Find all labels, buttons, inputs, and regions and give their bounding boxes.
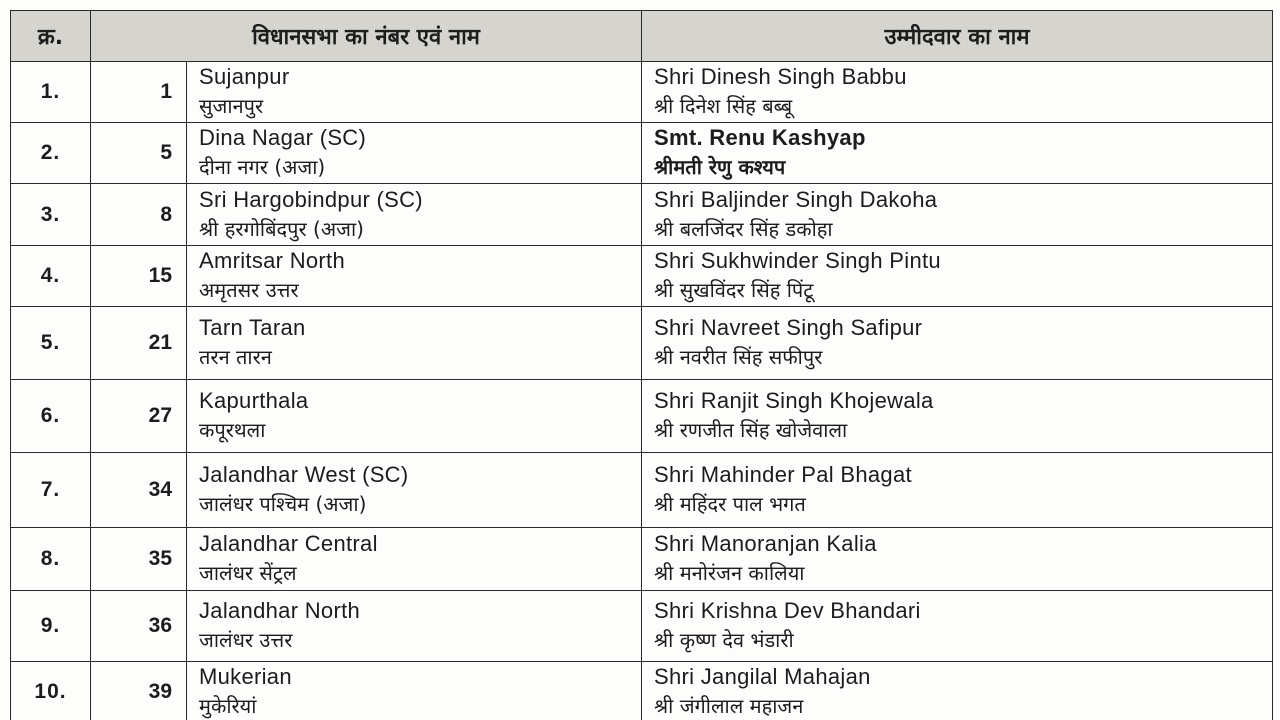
candidate-name-hindi: श्री सुखविंदर सिंह पिंटू — [654, 278, 814, 302]
constituency-number: 27 — [91, 380, 187, 453]
constituency-cell — [187, 453, 642, 528]
candidate-cell — [642, 123, 1273, 184]
constituency-number: 36 — [91, 591, 187, 662]
table-row — [11, 123, 1273, 184]
candidate-cell — [642, 62, 1273, 123]
constituency-cell — [187, 246, 642, 307]
constituency-number: 15 — [91, 246, 187, 307]
constituency-name-english: Kapurthala — [199, 388, 309, 413]
candidate-cell — [642, 307, 1273, 380]
serial-number: 9. — [11, 591, 91, 662]
header-constituency: विधानसभा का नंबर एवं नाम — [91, 11, 642, 62]
candidate-name-english: Shri Sukhwinder Singh Pintu — [654, 248, 941, 273]
candidate-table — [10, 10, 1273, 720]
candidate-name-hindi: श्री मनोरंजन कालिया — [654, 561, 805, 585]
constituency-cell — [187, 528, 642, 591]
constituency-number: 8 — [91, 184, 187, 246]
candidate-name-hindi: श्री जंगीलाल महाजन — [654, 694, 804, 718]
serial-number: 8. — [11, 528, 91, 591]
constituency-name-hindi: सुजानपुर — [199, 94, 264, 118]
table-row — [11, 307, 1273, 380]
candidate-name-english: Shri Baljinder Singh Dakoha — [654, 186, 938, 212]
constituency-cell — [187, 591, 642, 662]
constituency-name-hindi: मुकेरियां — [199, 694, 257, 718]
constituency-number: 35 — [91, 528, 187, 591]
serial-number: 7. — [11, 453, 91, 528]
constituency-cell — [187, 123, 642, 184]
candidate-cell — [642, 453, 1273, 528]
constituency-name-hindi: तरन तारन — [199, 345, 272, 369]
constituency-name-hindi: कपूरथला — [199, 418, 266, 442]
candidate-name-english: Shri Mahinder Pal Bhagat — [654, 462, 912, 487]
serial-number: 10. — [11, 662, 91, 720]
candidate-cell — [642, 246, 1273, 307]
serial-number: 6. — [11, 380, 91, 453]
candidate-name-hindi: श्री नवरीत सिंह सफीपुर — [654, 345, 823, 369]
constituency-cell — [187, 380, 642, 453]
constituency-number: 21 — [91, 307, 187, 380]
table-row — [11, 380, 1273, 453]
constituency-name-hindi: अमृतसर उत्तर — [199, 278, 299, 302]
constituency-number: 34 — [91, 453, 187, 528]
constituency-name-english: Mukerian — [199, 664, 292, 689]
candidate-name-hindi: श्री बलजिंदर सिंह डकोहा — [654, 216, 833, 241]
serial-number: 1. — [11, 62, 91, 123]
candidate-name-english: Smt. Renu Kashyap — [654, 125, 866, 150]
constituency-name-english: Jalandhar North — [199, 598, 361, 623]
serial-number: 2. — [11, 123, 91, 184]
candidate-cell — [642, 591, 1273, 662]
constituency-name-english: Amritsar North — [199, 248, 345, 273]
candidate-name-hindi: श्री दिनेश सिंह बब्बू — [654, 94, 793, 118]
table-row — [11, 62, 1273, 123]
candidate-name-english: Shri Krishna Dev Bhandari — [654, 598, 921, 623]
constituency-name-english: Dina Nagar (SC) — [199, 125, 367, 150]
table-row — [11, 528, 1273, 591]
candidate-cell — [642, 528, 1273, 591]
candidate-name-english: Shri Navreet Singh Safipur — [654, 315, 923, 340]
constituency-cell — [187, 662, 642, 720]
constituency-number: 39 — [91, 662, 187, 720]
constituency-name-english: Sujanpur — [199, 64, 290, 89]
table-row — [11, 591, 1273, 662]
serial-number: 3. — [11, 184, 91, 246]
constituency-name-english: Jalandhar West (SC) — [199, 462, 409, 487]
constituency-name-english: Tarn Taran — [199, 315, 306, 340]
candidate-name-english: Shri Manoranjan Kalia — [654, 531, 877, 556]
table-header-row — [11, 11, 1273, 62]
candidate-cell — [642, 380, 1273, 453]
constituency-name-hindi: जालंधर पश्चिम (अजा) — [199, 492, 367, 516]
constituency-name-hindi: जालंधर सेंट्रल — [199, 561, 297, 585]
candidate-name-english: Shri Dinesh Singh Babbu — [654, 64, 907, 89]
constituency-cell — [187, 184, 642, 246]
table-row — [11, 453, 1273, 528]
header-serial: क्र. — [11, 11, 91, 62]
constituency-number: 5 — [91, 123, 187, 184]
candidate-name-english: Shri Ranjit Singh Khojewala — [654, 388, 934, 413]
constituency-cell — [187, 62, 642, 123]
table-row — [11, 662, 1273, 720]
constituency-name-hindi: श्री हरगोबिंदपुर (अजा) — [199, 216, 364, 241]
constituency-cell — [187, 307, 642, 380]
constituency-name-hindi: जालंधर उत्तर — [199, 628, 293, 652]
serial-number: 4. — [11, 246, 91, 307]
constituency-name-hindi: दीना नगर (अजा) — [199, 155, 326, 179]
candidate-cell — [642, 662, 1273, 720]
candidate-name-hindi: श्री महिंदर पाल भगत — [654, 492, 806, 516]
candidate-name-english: Shri Jangilal Mahajan — [654, 664, 871, 689]
constituency-name-english: Sri Hargobindpur (SC) — [199, 186, 423, 212]
header-candidate: उम्मीदवार का नाम — [642, 11, 1273, 62]
serial-number: 5. — [11, 307, 91, 380]
candidate-name-hindi: श्री कृष्ण देव भंडारी — [654, 628, 794, 652]
table-row — [11, 246, 1273, 307]
candidate-cell — [642, 184, 1273, 246]
candidate-name-hindi: श्री रणजीत सिंह खोजेवाला — [654, 418, 848, 442]
candidate-name-hindi: श्रीमती रेणु कश्यप — [654, 155, 786, 179]
table-row — [11, 184, 1273, 246]
constituency-name-english: Jalandhar Central — [199, 531, 378, 556]
constituency-number: 1 — [91, 62, 187, 123]
